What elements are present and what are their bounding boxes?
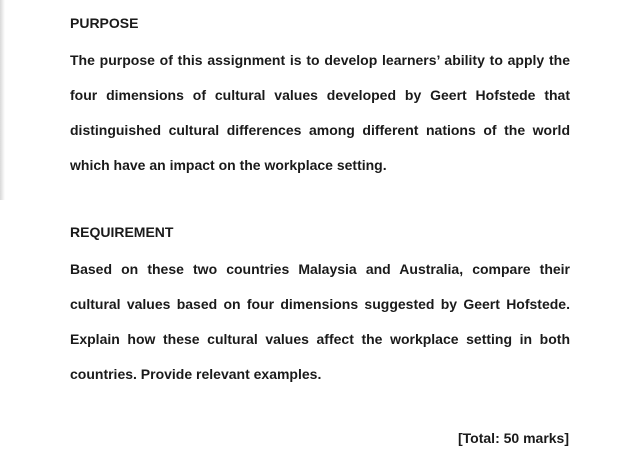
purpose-line: The purpose of this assignment is to develop learners’ ability to apply the <box>70 52 570 68</box>
requirement-line: cultural values based on four dimensions suggested by Geert Hofstede. <box>70 296 570 312</box>
purpose-line: four dimensions of cultural values developed by Geert Hofstede that <box>70 87 570 103</box>
requirement-line: Based on these two countries Malaysia and Australia, compare their <box>70 261 570 277</box>
total-marks: [Total: 50 marks] <box>458 430 569 446</box>
purpose-line: which have an impact on the workplace setting. <box>70 157 387 173</box>
requirement-line: countries. Provide relevant examples. <box>70 366 322 382</box>
requirement-heading: REQUIREMENT <box>70 224 174 240</box>
page-edge-shadow <box>0 0 5 200</box>
requirement-line: Explain how these cultural values affect the workplace setting in both <box>70 331 570 347</box>
purpose-line: distinguished cultural differences among different nations of the world <box>70 122 570 138</box>
purpose-paragraph <box>70 43 570 183</box>
purpose-heading: PURPOSE <box>70 15 139 31</box>
requirement-paragraph <box>70 252 570 392</box>
